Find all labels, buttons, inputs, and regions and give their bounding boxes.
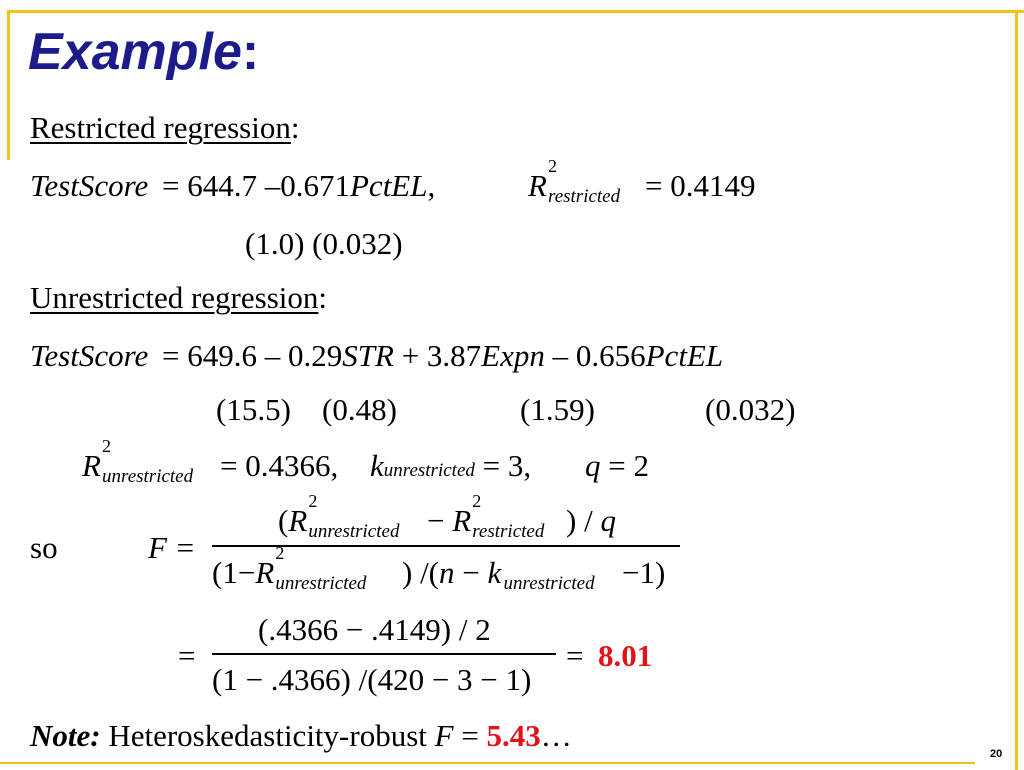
restricted-heading (30, 110, 299, 146)
unrestricted-se-3: (1.59) (520, 392, 595, 427)
f-den-n: n (439, 555, 455, 590)
f-den-middle (402, 555, 595, 594)
restricted-lhs: TestScore (30, 168, 149, 203)
f-num-r1-sup: 2 (308, 491, 318, 511)
f-num-open: ( (278, 503, 289, 538)
restricted-comma: , (427, 168, 436, 203)
restricted-heading-text: Restricted regression (30, 110, 291, 145)
note-line (30, 718, 572, 754)
f-denominator (212, 543, 367, 594)
note-ellipsis: … (540, 718, 572, 753)
unrestricted-k (370, 448, 531, 484)
unrestricted-r-sub: unrestricted (102, 466, 194, 487)
unrestricted-v2: Expn (481, 338, 545, 373)
restricted-r-letter: R (528, 168, 547, 203)
restricted-heading-colon: : (290, 110, 300, 145)
unrestricted-t1: = 649.6 – 0.29 (162, 338, 343, 373)
f-den-k (487, 555, 595, 594)
unrestricted-v3: PctEL (645, 338, 724, 373)
f-num-r1 (288, 491, 400, 542)
f-numerator (278, 491, 400, 542)
f-result: 8.01 (598, 638, 653, 673)
f-numeric-eq: = (178, 638, 196, 673)
slide-number: 20 (990, 748, 1003, 760)
restricted-r-value: = 0.4149 (645, 168, 756, 203)
unrestricted-se-1: (15.5) (216, 392, 291, 427)
f-numeric-denominator: (1 − .4366) /(420 − 3 − 1) (212, 662, 532, 697)
f-den-end: −1) (622, 555, 666, 590)
f-numeric-eq2: = (566, 638, 584, 673)
unrestricted-k-sub: unrestricted (383, 460, 475, 481)
bottom-border-line (0, 762, 975, 764)
unrestricted-t3: – 0.656 (544, 338, 646, 373)
f-numeric-fraction-bar (212, 653, 556, 655)
unrestricted-r-symbol (82, 436, 194, 487)
unrestricted-heading-colon: : (318, 280, 327, 315)
note-label: Note: (30, 718, 101, 753)
f-num-r2-letter: R (452, 503, 472, 538)
restricted-rhs-var: PctEL (350, 168, 428, 203)
unrestricted-v1: STR (342, 338, 394, 373)
f-den-k-letter: k (487, 555, 502, 590)
unrestricted-q (585, 448, 649, 484)
unrestricted-r-value: = 0.4366, (220, 448, 339, 483)
f-num-r1-sub: unrestricted (308, 521, 400, 542)
f-den-k-sub: unrestricted (503, 573, 595, 594)
unrestricted-q-symbol: q (585, 448, 601, 483)
restricted-r-sub: restricted (548, 186, 621, 207)
restricted-r-sup: 2 (548, 156, 557, 176)
note-value: 5.43 (486, 718, 541, 753)
f-num-end (566, 503, 616, 539)
f-num-r2-sub: restricted (472, 521, 545, 542)
f-den-minus: − (462, 555, 480, 590)
f-den-mid: ) /( (402, 555, 440, 590)
right-border-line (1015, 10, 1018, 770)
unrestricted-r2 (82, 436, 194, 487)
f-num-middle (427, 491, 545, 542)
f-den-open: (1− (212, 555, 256, 590)
f-num-r1-letter: R (288, 503, 308, 538)
unrestricted-r-sup: 2 (102, 436, 111, 456)
unrestricted-se-2: (0.48) (322, 392, 397, 427)
unrestricted-k-value: = 3, (482, 448, 532, 483)
f-num-r2-sup: 2 (472, 491, 482, 511)
f-num-close: ) / (566, 503, 593, 538)
restricted-equation (30, 168, 435, 204)
unrestricted-lhs: TestScore (30, 338, 149, 373)
slide-title (28, 22, 259, 82)
so-label: so (30, 530, 58, 565)
restricted-r-symbol (528, 156, 621, 207)
unrestricted-heading-text: Unrestricted regression (30, 280, 319, 315)
unrestricted-equation (30, 338, 723, 374)
f-num-minus: − (427, 503, 445, 538)
f-den-r-sub: unrestricted (275, 573, 367, 594)
unrestricted-k-symbol: k (370, 448, 384, 483)
unrestricted-heading (30, 280, 327, 316)
unrestricted-r-letter: R (82, 448, 101, 483)
slide-title-colon: : (241, 23, 260, 81)
f-num-q: q (600, 503, 616, 538)
f-den-r-letter: R (255, 555, 275, 590)
note-text: Heteroskedasticity-robust (108, 718, 427, 753)
f-num-r2 (452, 491, 545, 542)
unrestricted-t2: + 3.87 (393, 338, 482, 373)
restricted-standard-errors: (1.0) (0.032) (245, 226, 403, 261)
left-border-line (7, 10, 10, 160)
top-border-line (7, 10, 1024, 13)
f-den-r (255, 543, 367, 594)
restricted-rhs-a: = 644.7 –0.671 (162, 168, 350, 203)
note-f: F (434, 718, 454, 753)
slide-title-word: Example (28, 23, 242, 81)
f-lhs: F = (148, 530, 196, 565)
f-numeric-numerator: (.4366 − .4149) / 2 (258, 612, 491, 647)
restricted-r2 (528, 156, 621, 207)
unrestricted-q-value: = 2 (608, 448, 649, 483)
note-eq: = (461, 718, 479, 753)
unrestricted-se-4: (0.032) (705, 392, 796, 427)
f-den-r-sup: 2 (275, 543, 285, 563)
